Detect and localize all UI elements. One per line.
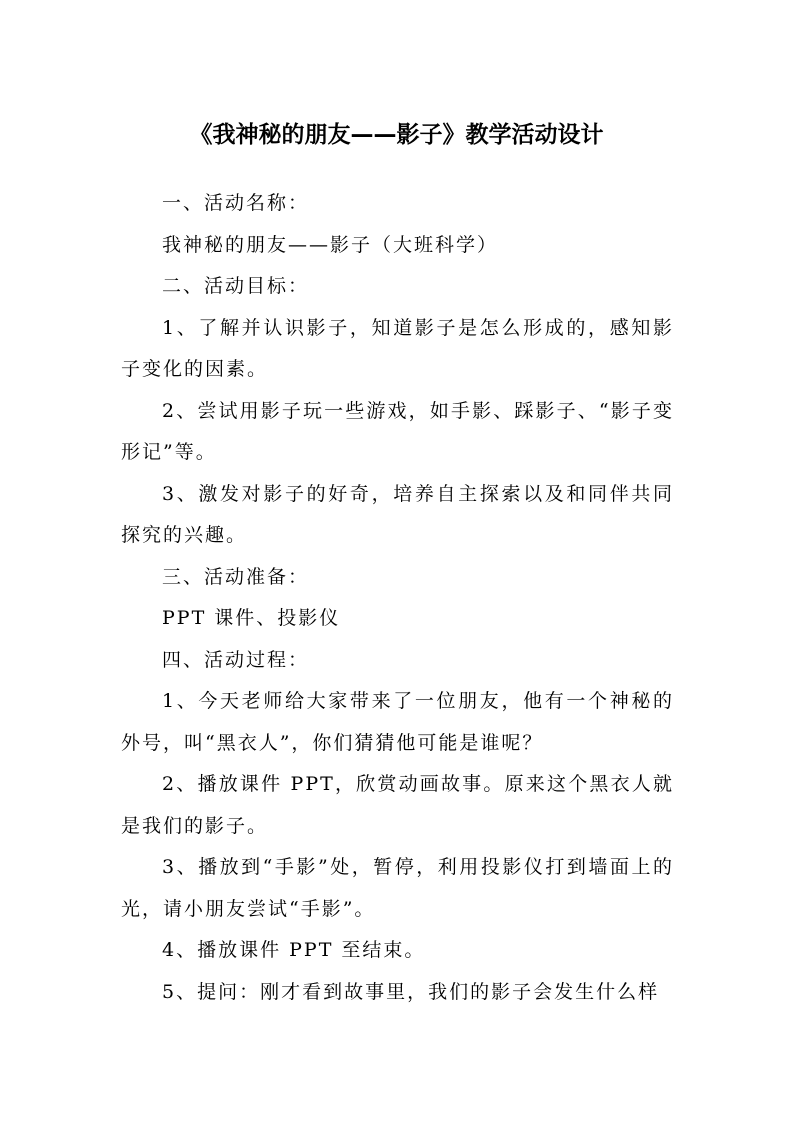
- list-item: 3、播放到“手影”处，暂停，利用投影仪打到墙面上的光，请小朋友尝试“手影”。: [121, 856, 674, 920]
- section-heading: 二、活动目标：: [162, 275, 310, 297]
- list-item: 2、尝试用影子玩一些游戏，如手影、踩影子、“影子变形记”等。: [121, 399, 674, 463]
- section-heading: 三、活动准备：: [162, 565, 310, 588]
- document-body: [121, 183, 674, 1013]
- list-item: 5、提问：刚才看到故事里，我们的影子会发生什么样: [162, 980, 660, 1003]
- list-item: 1、了解并认识影子，知道影子是怎么形成的，感知影子变化的因素。: [121, 316, 674, 380]
- list-item: 4、播放课件 PPT 至结束。: [162, 939, 426, 961]
- paragraph: 我神秘的朋友——影子（大班科学）: [162, 233, 499, 256]
- section-heading: 一、活动名称：: [162, 192, 310, 214]
- document-title: 《我神秘的朋友——影子》教学活动设计: [189, 122, 604, 148]
- section-heading: 四、活动过程：: [162, 648, 310, 671]
- paragraph: PPT 课件、投影仪: [162, 607, 341, 629]
- list-item: 3、激发对影子的好奇，培养自主探索以及和同伴共同探究的兴趣。: [121, 482, 674, 546]
- list-item: 2、播放课件 PPT，欣赏动画故事。原来这个黑衣人就是我们的影子。: [121, 773, 674, 837]
- list-item: 1、今天老师给大家带来了一位朋友，他有一个神秘的外号，叫“黑衣人”，你们猜猜他可能是谁呢？: [121, 690, 674, 754]
